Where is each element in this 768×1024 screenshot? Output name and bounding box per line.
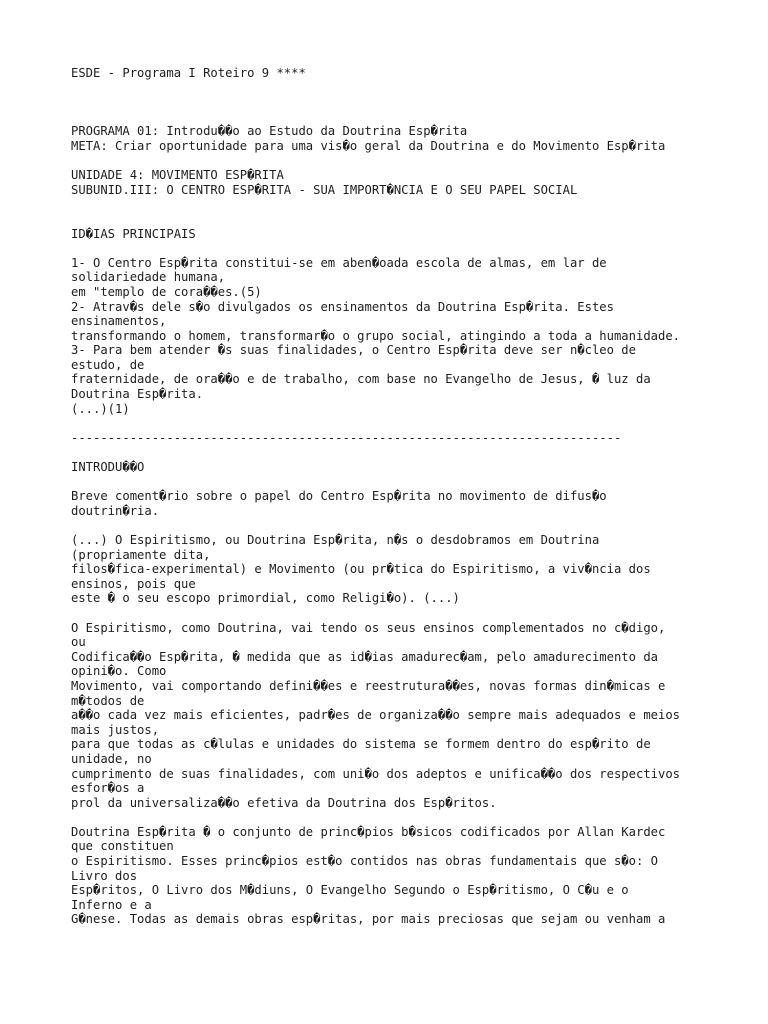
text-line: em "templo de cora��es.(5)	[71, 284, 262, 299]
spacer	[71, 154, 731, 169]
text-line: prol da universaliza��o efetiva da Doutrina dos Esp�ritos.	[71, 795, 497, 810]
document-header: ESDE - Programa I Roteiro 9 ****	[71, 66, 306, 80]
spacer	[71, 416, 731, 431]
spacer	[71, 241, 731, 256]
text-line: que constituen	[71, 839, 174, 854]
text-line: solidariedade humana,	[71, 270, 226, 285]
text-line: Codifica��o Esp�rita, � medida que as id�ias amadurec�am, pelo amadurecimento da	[71, 649, 658, 664]
text-line: Movimento, vai comportando defini��es e reestrutura��es, novas formas din�micas e	[71, 678, 666, 693]
text-line: 2- Atrav�s dele s�o divulgados os ensinamentos da Doutrina Esp�rita. Estes	[71, 299, 614, 314]
text-line: 1- O Centro Esp�rita constitui-se em aben�oada escola de almas, em lar de	[71, 255, 607, 270]
text-line: m�todos de	[71, 693, 145, 708]
paragraph-espiritismo-codificacao	[71, 621, 731, 811]
text-line: estudo, de	[71, 357, 145, 372]
text-line: esfor�os a	[71, 781, 145, 796]
spacer	[71, 445, 731, 460]
text-line: G�nese. Todas as demais obras esp�ritas, por mais preciosas que sejam ou venham a	[71, 912, 666, 927]
text-line: Doutrina Esp�rita � o conjunto de princ�pios b�sicos codificados por Allan Kardec	[71, 824, 666, 839]
programa-line: PROGRAMA 01: Introdu��o ao Estudo da Doutrina Esp�rita	[71, 124, 468, 139]
intro-paragraph	[71, 489, 731, 518]
text-line: este � o seu escopo primordial, como Religi�o). (...)	[71, 591, 460, 606]
text-line: doutrin�ria.	[71, 503, 160, 518]
paragraph-espiritismo-doutrina	[71, 533, 731, 606]
text-line: filos�fica-experimental) e Movimento (ou pr�tica do Espiritismo, a viv�ncia dos	[71, 562, 651, 577]
meta-line: META: Criar oportunidade para uma vis�o geral da Doutrina e do Movimento Esp�rita	[71, 138, 666, 153]
unidade-line: UNIDADE 4: MOVIMENTO ESP�RITA	[71, 168, 284, 183]
text-line: cumprimento de suas finalidades, com uni�o dos adeptos e unifica��o dos respectivos	[71, 766, 681, 781]
spacer	[71, 606, 731, 621]
spacer	[71, 212, 731, 227]
text-line: transformando o homem, transformar�o o grupo social, atingindo a toda a humanidade.	[71, 328, 681, 343]
text-line: o Espiritismo. Esses princ�pios est�o contidos nas obras fundamentais que s�o: O	[71, 854, 658, 869]
text-line: opini�o. Como	[71, 664, 167, 679]
text-line: Breve coment�rio sobre o papel do Centro Esp�rita no movimento de difus�o	[71, 489, 607, 504]
text-line: a��o cada vez mais eficientes, padr�es de organiza��o sempre mais adequados e meios	[71, 708, 681, 723]
text-line: Inferno e a	[71, 897, 152, 912]
text-line: para que todas as c�lulas e unidades do sistema se formem dentro do esp�rito de	[71, 737, 651, 752]
spacer	[71, 475, 731, 490]
text-line: ensinamentos,	[71, 314, 167, 329]
ideias-heading: ID�IAS PRINCIPAIS	[71, 226, 196, 241]
text-line: (...)(1)	[71, 401, 130, 416]
text-line: O Espiritismo, como Doutrina, vai tendo os seus ensinos complementados no c�digo,	[71, 620, 666, 635]
spacer	[71, 81, 731, 96]
text-line: Doutrina Esp�rita.	[71, 387, 204, 402]
text-line: mais justos,	[71, 722, 160, 737]
text-line: (propriamente dita,	[71, 547, 211, 562]
spacer	[71, 95, 731, 110]
text-line: 3- Para bem atender �s suas finalidades, o Centro Esp�rita deve ser n�cleo de	[71, 343, 636, 358]
text-line: Livro dos	[71, 868, 138, 883]
paragraph-doutrina-espirita	[71, 825, 731, 927]
spacer	[71, 810, 731, 825]
ideias-list	[71, 256, 731, 417]
spacer	[71, 518, 731, 533]
spacer	[71, 197, 731, 212]
subunidade-line: SUBUNID.III: O CENTRO ESP�RITA - SUA IMPORT�NCIA E O SEU PAPEL SOCIAL	[71, 182, 578, 197]
text-line: Esp�ritos, O Livro dos M�diuns, O Evangelho Segundo o Esp�ritismo, O C�u e o	[71, 883, 629, 898]
spacer	[71, 110, 731, 125]
text-line: (...) O Espiritismo, ou Doutrina Esp�rita, n�s o desdobramos em Doutrina	[71, 533, 600, 547]
text-line: fraternidade, de ora��o e de trabalho, com base no Evangelho de Jesus, � luz da	[71, 372, 651, 387]
document-page	[71, 66, 731, 927]
text-line: unidade, no	[71, 751, 152, 766]
separator-line: ---------------------------------------------------------------------------	[71, 430, 622, 445]
text-line: ensinos, pois que	[71, 576, 196, 591]
introducao-heading: INTRODU��O	[71, 460, 145, 475]
text-line: ou	[71, 635, 86, 650]
